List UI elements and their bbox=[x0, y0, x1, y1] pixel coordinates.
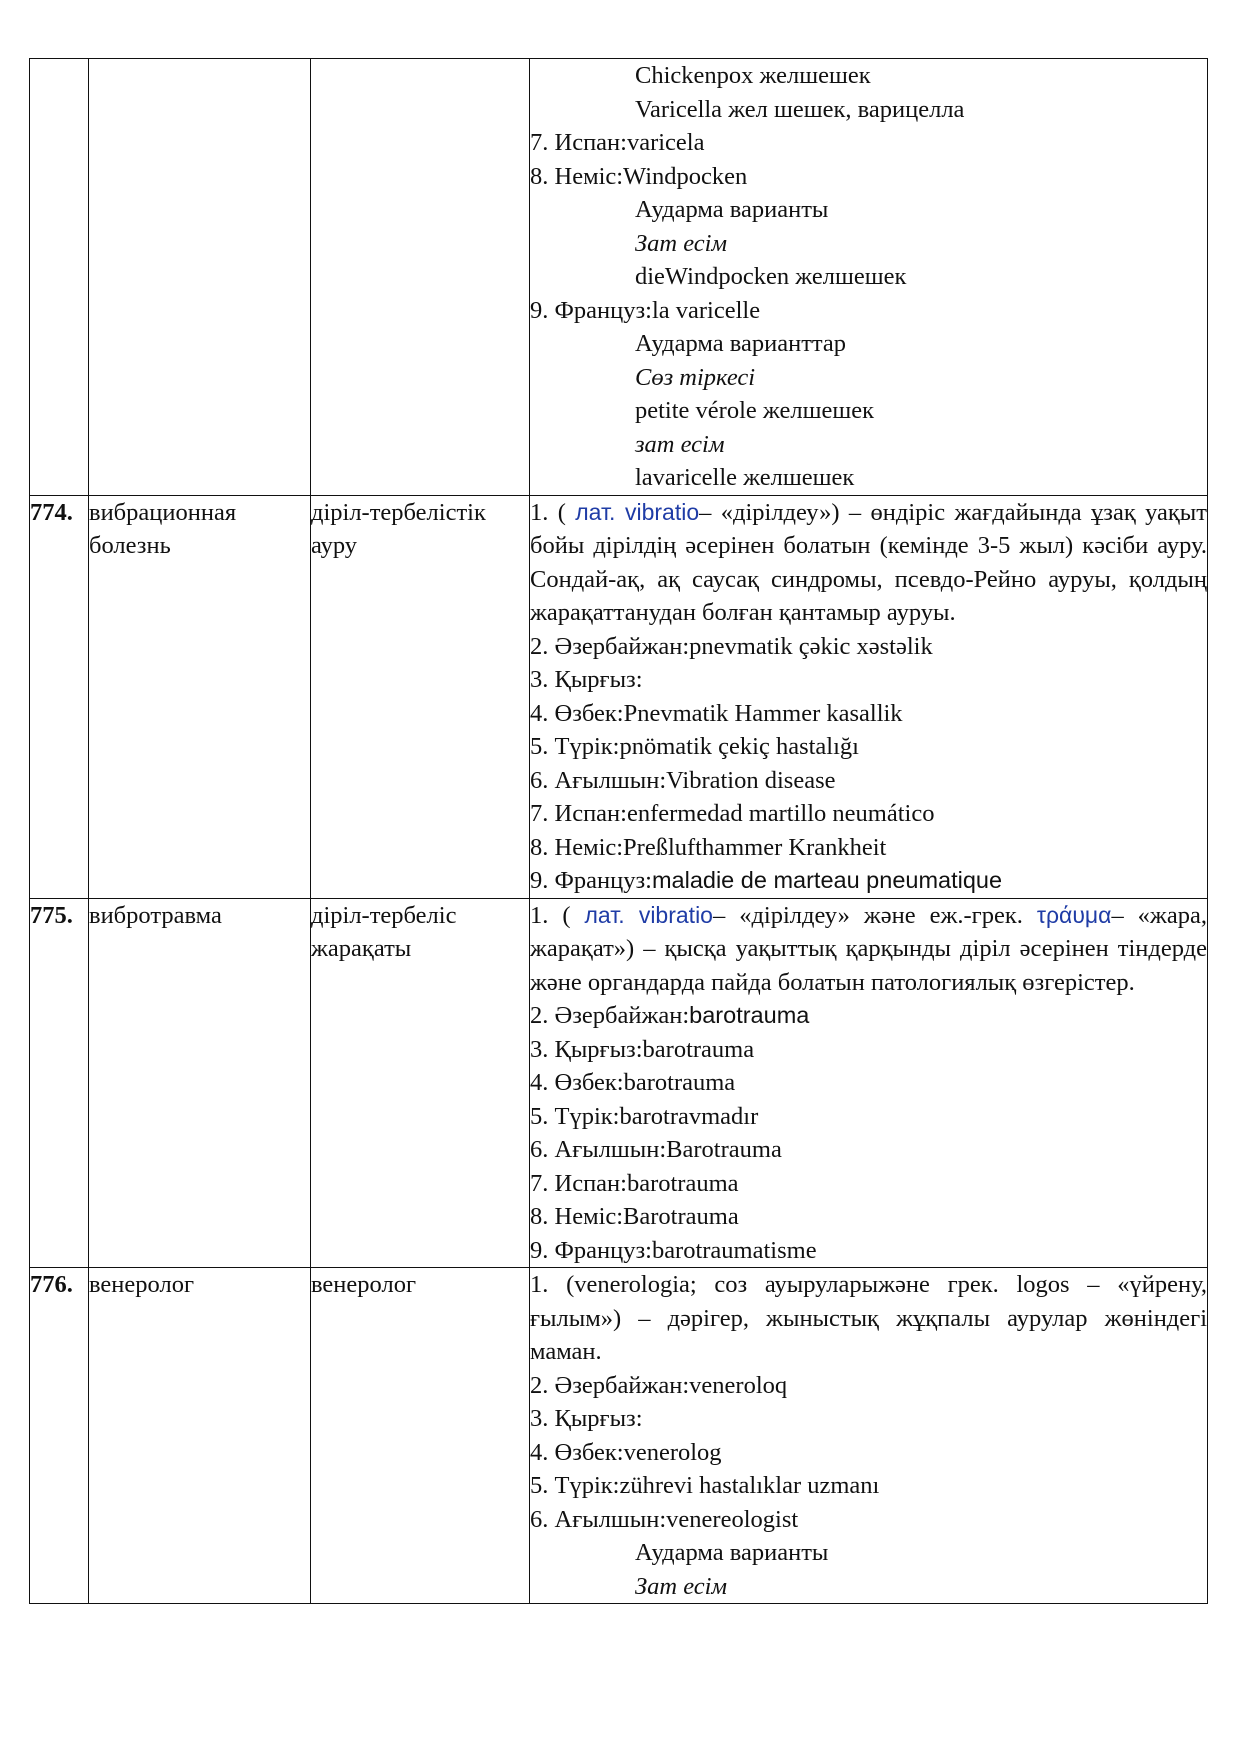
translation-text: 2. Әзербайжан:veneroloq bbox=[530, 1371, 788, 1399]
translation-line bbox=[530, 1469, 1207, 1503]
translation-line bbox=[530, 93, 1207, 127]
translation-line bbox=[530, 327, 1207, 361]
russian-term: вибрационная болезнь bbox=[89, 495, 311, 898]
translation-line bbox=[530, 193, 1207, 227]
dictionary-table-body bbox=[30, 59, 1208, 1604]
definition-part: – «жара, жарақат») – қысқа уақыттық қарқынды діріл әсерінен тіндерде және органдарда пайда болатын патологиялық өзгерістер. bbox=[530, 901, 1207, 996]
translation-text: 4. Өзбек:barotrauma bbox=[530, 1069, 736, 1096]
translation-text: 5. Түрік:barotravmadır bbox=[530, 1102, 759, 1130]
translation-text: lavaricelle желшешек bbox=[635, 464, 855, 491]
translation-line bbox=[530, 999, 1207, 1033]
translation-line bbox=[530, 1402, 1207, 1436]
dictionary-table bbox=[29, 58, 1208, 1604]
definition-part: 1. ( bbox=[530, 901, 585, 929]
translation-text: 7. Испан:barotrauma bbox=[530, 1169, 739, 1197]
entry-number: 775. bbox=[30, 898, 89, 1268]
entry-number bbox=[30, 59, 89, 496]
definition-cell bbox=[530, 898, 1208, 1268]
translation-text: 8. Неміс:Preßlufthammer Krankheit bbox=[530, 833, 887, 861]
translation-text: 5. Түрік:zührevi hastalıklar uzmanı bbox=[530, 1472, 880, 1499]
translation-line bbox=[530, 1133, 1207, 1167]
translation-text: 5. Түрік:pnömatik çekiç hastalığı bbox=[530, 733, 859, 760]
translation-text: Аударма варианты bbox=[635, 1539, 829, 1566]
translation-text: 2. Әзербайжан:pnevmatik çəkic xəstəlik bbox=[530, 632, 933, 660]
translation-text: 3. Қырғыз:barotrauma bbox=[530, 1035, 755, 1063]
translation-text: Сөз тіркесі bbox=[635, 363, 756, 391]
etymology-link: τράυμα bbox=[1036, 901, 1112, 928]
kazakh-term: діріл-тербелістік ауру bbox=[311, 495, 530, 898]
definition-text bbox=[530, 899, 1207, 1000]
translation-text: 4. Өзбек:Pnevmatik Hammer kasallik bbox=[530, 699, 903, 727]
entry-number: 776. bbox=[30, 1268, 89, 1604]
translation-line bbox=[530, 630, 1207, 664]
definition-part: – «дірілдеу») – өндіріс жағдайында ұзақ уақыт бойы дірілдің әсерінен болатын (кемінде 3-5 жыл) кәсіби ауру. Сондай-ақ, ақ саусақ синдромы, псевдо-Рейно ауруы, қолдың жарақаттанудан болған қантамыр ауруы. bbox=[530, 498, 1207, 626]
etymology-link: лат. vibratio bbox=[584, 901, 713, 928]
translation-line bbox=[530, 1369, 1207, 1403]
translation-line bbox=[530, 160, 1207, 194]
translation-line bbox=[530, 294, 1207, 328]
translation-line bbox=[530, 697, 1207, 731]
translation-line bbox=[530, 663, 1207, 697]
translation-text: 9. Француз:barotraumatisme bbox=[530, 1236, 817, 1264]
translation-line bbox=[530, 1167, 1207, 1201]
translation-term: maladie de marteau pneumatique bbox=[651, 867, 1003, 893]
translation-line bbox=[530, 1066, 1207, 1100]
translation-term: barotrauma bbox=[689, 1002, 810, 1028]
translation-text: 8. Неміс:Barotrauma bbox=[530, 1203, 739, 1230]
translation-line bbox=[530, 1033, 1207, 1067]
definition-cell bbox=[530, 59, 1208, 496]
translation-text: 7. Испан:enfermedad martillo neumático bbox=[530, 800, 935, 827]
translation-text: 6. Ағылшын:venereologist bbox=[530, 1505, 799, 1533]
definition-text bbox=[530, 496, 1207, 630]
definition-part: – «дірілдеу» және еж.-грек. bbox=[712, 901, 1037, 929]
kazakh-term: венеролог bbox=[311, 1268, 530, 1604]
entry-number: 774. bbox=[30, 495, 89, 898]
translation-text: dieWindpocken желшешек bbox=[635, 263, 907, 290]
translation-line bbox=[530, 831, 1207, 865]
translation-text: Varicella жел шешек, варицелла bbox=[635, 95, 965, 123]
translation-text: 3. Қырғыз: bbox=[530, 666, 643, 693]
russian-term: вибротравма bbox=[89, 898, 311, 1268]
translation-line bbox=[530, 797, 1207, 831]
translation-text: 6. Ағылшын:Barotrauma bbox=[530, 1136, 782, 1163]
russian-term: венеролог bbox=[89, 1268, 311, 1604]
translation-line bbox=[530, 730, 1207, 764]
translation-text: 4. Өзбек:venerolog bbox=[530, 1438, 722, 1466]
translation-line bbox=[530, 361, 1207, 395]
definition-cell bbox=[530, 1268, 1208, 1604]
translation-text: Зат есім bbox=[635, 229, 728, 257]
definition-cell bbox=[530, 495, 1208, 898]
translation-line bbox=[530, 394, 1207, 428]
translation-text: зат есім bbox=[635, 430, 725, 458]
etymology-link: лат. vibratio bbox=[575, 498, 700, 525]
definition-part: 1. ( bbox=[530, 498, 576, 526]
table-row bbox=[30, 495, 1208, 898]
table-row bbox=[30, 59, 1208, 496]
russian-term bbox=[89, 59, 311, 496]
translation-line bbox=[530, 126, 1207, 160]
translation-line bbox=[530, 461, 1207, 495]
translation-line bbox=[530, 1503, 1207, 1537]
translation-text: 9. Француз:la varicelle bbox=[530, 296, 761, 324]
translation-line bbox=[530, 260, 1207, 294]
translation-line bbox=[530, 764, 1207, 798]
kazakh-term bbox=[311, 59, 530, 496]
translation-text: petite vérole желшешек bbox=[635, 397, 874, 424]
translation-text: Зат есім bbox=[635, 1572, 728, 1600]
table-row bbox=[30, 1268, 1208, 1604]
translation-line bbox=[530, 864, 1207, 898]
table-row bbox=[30, 898, 1208, 1268]
translation-text: 3. Қырғыз: bbox=[530, 1405, 643, 1432]
definition-text bbox=[530, 1268, 1207, 1369]
translation-line bbox=[530, 1234, 1207, 1268]
definition-part: 1. (venerologia; соз ауыруларыжәне грек. logos – «үйрену, ғылым») – дәрігер, жыныстық жұқпалы аурулар жөніндегі маман. bbox=[530, 1271, 1207, 1365]
translation-line bbox=[530, 1200, 1207, 1234]
kazakh-term: діріл-тербеліс жарақаты bbox=[311, 898, 530, 1268]
translation-text: 8. Неміс:Windpocken bbox=[530, 162, 748, 190]
translation-text: Аударма варианттар bbox=[635, 330, 847, 357]
translation-line bbox=[530, 428, 1207, 462]
translation-text: 9. Француз: bbox=[530, 867, 652, 894]
translation-text: 6. Ағылшын:Vibration disease bbox=[530, 766, 836, 794]
translation-line bbox=[530, 1436, 1207, 1470]
translation-line bbox=[530, 1100, 1207, 1134]
translation-line bbox=[530, 1570, 1207, 1604]
translation-text: 2. Әзербайжан: bbox=[530, 1002, 690, 1029]
translation-line bbox=[530, 1536, 1207, 1570]
translation-line bbox=[530, 59, 1207, 93]
translation-text: 7. Испан:varicela bbox=[530, 129, 705, 156]
translation-text: Chickenpox желшешек bbox=[635, 62, 871, 89]
translation-line bbox=[530, 227, 1207, 261]
translation-text: Аударма варианты bbox=[635, 196, 829, 223]
